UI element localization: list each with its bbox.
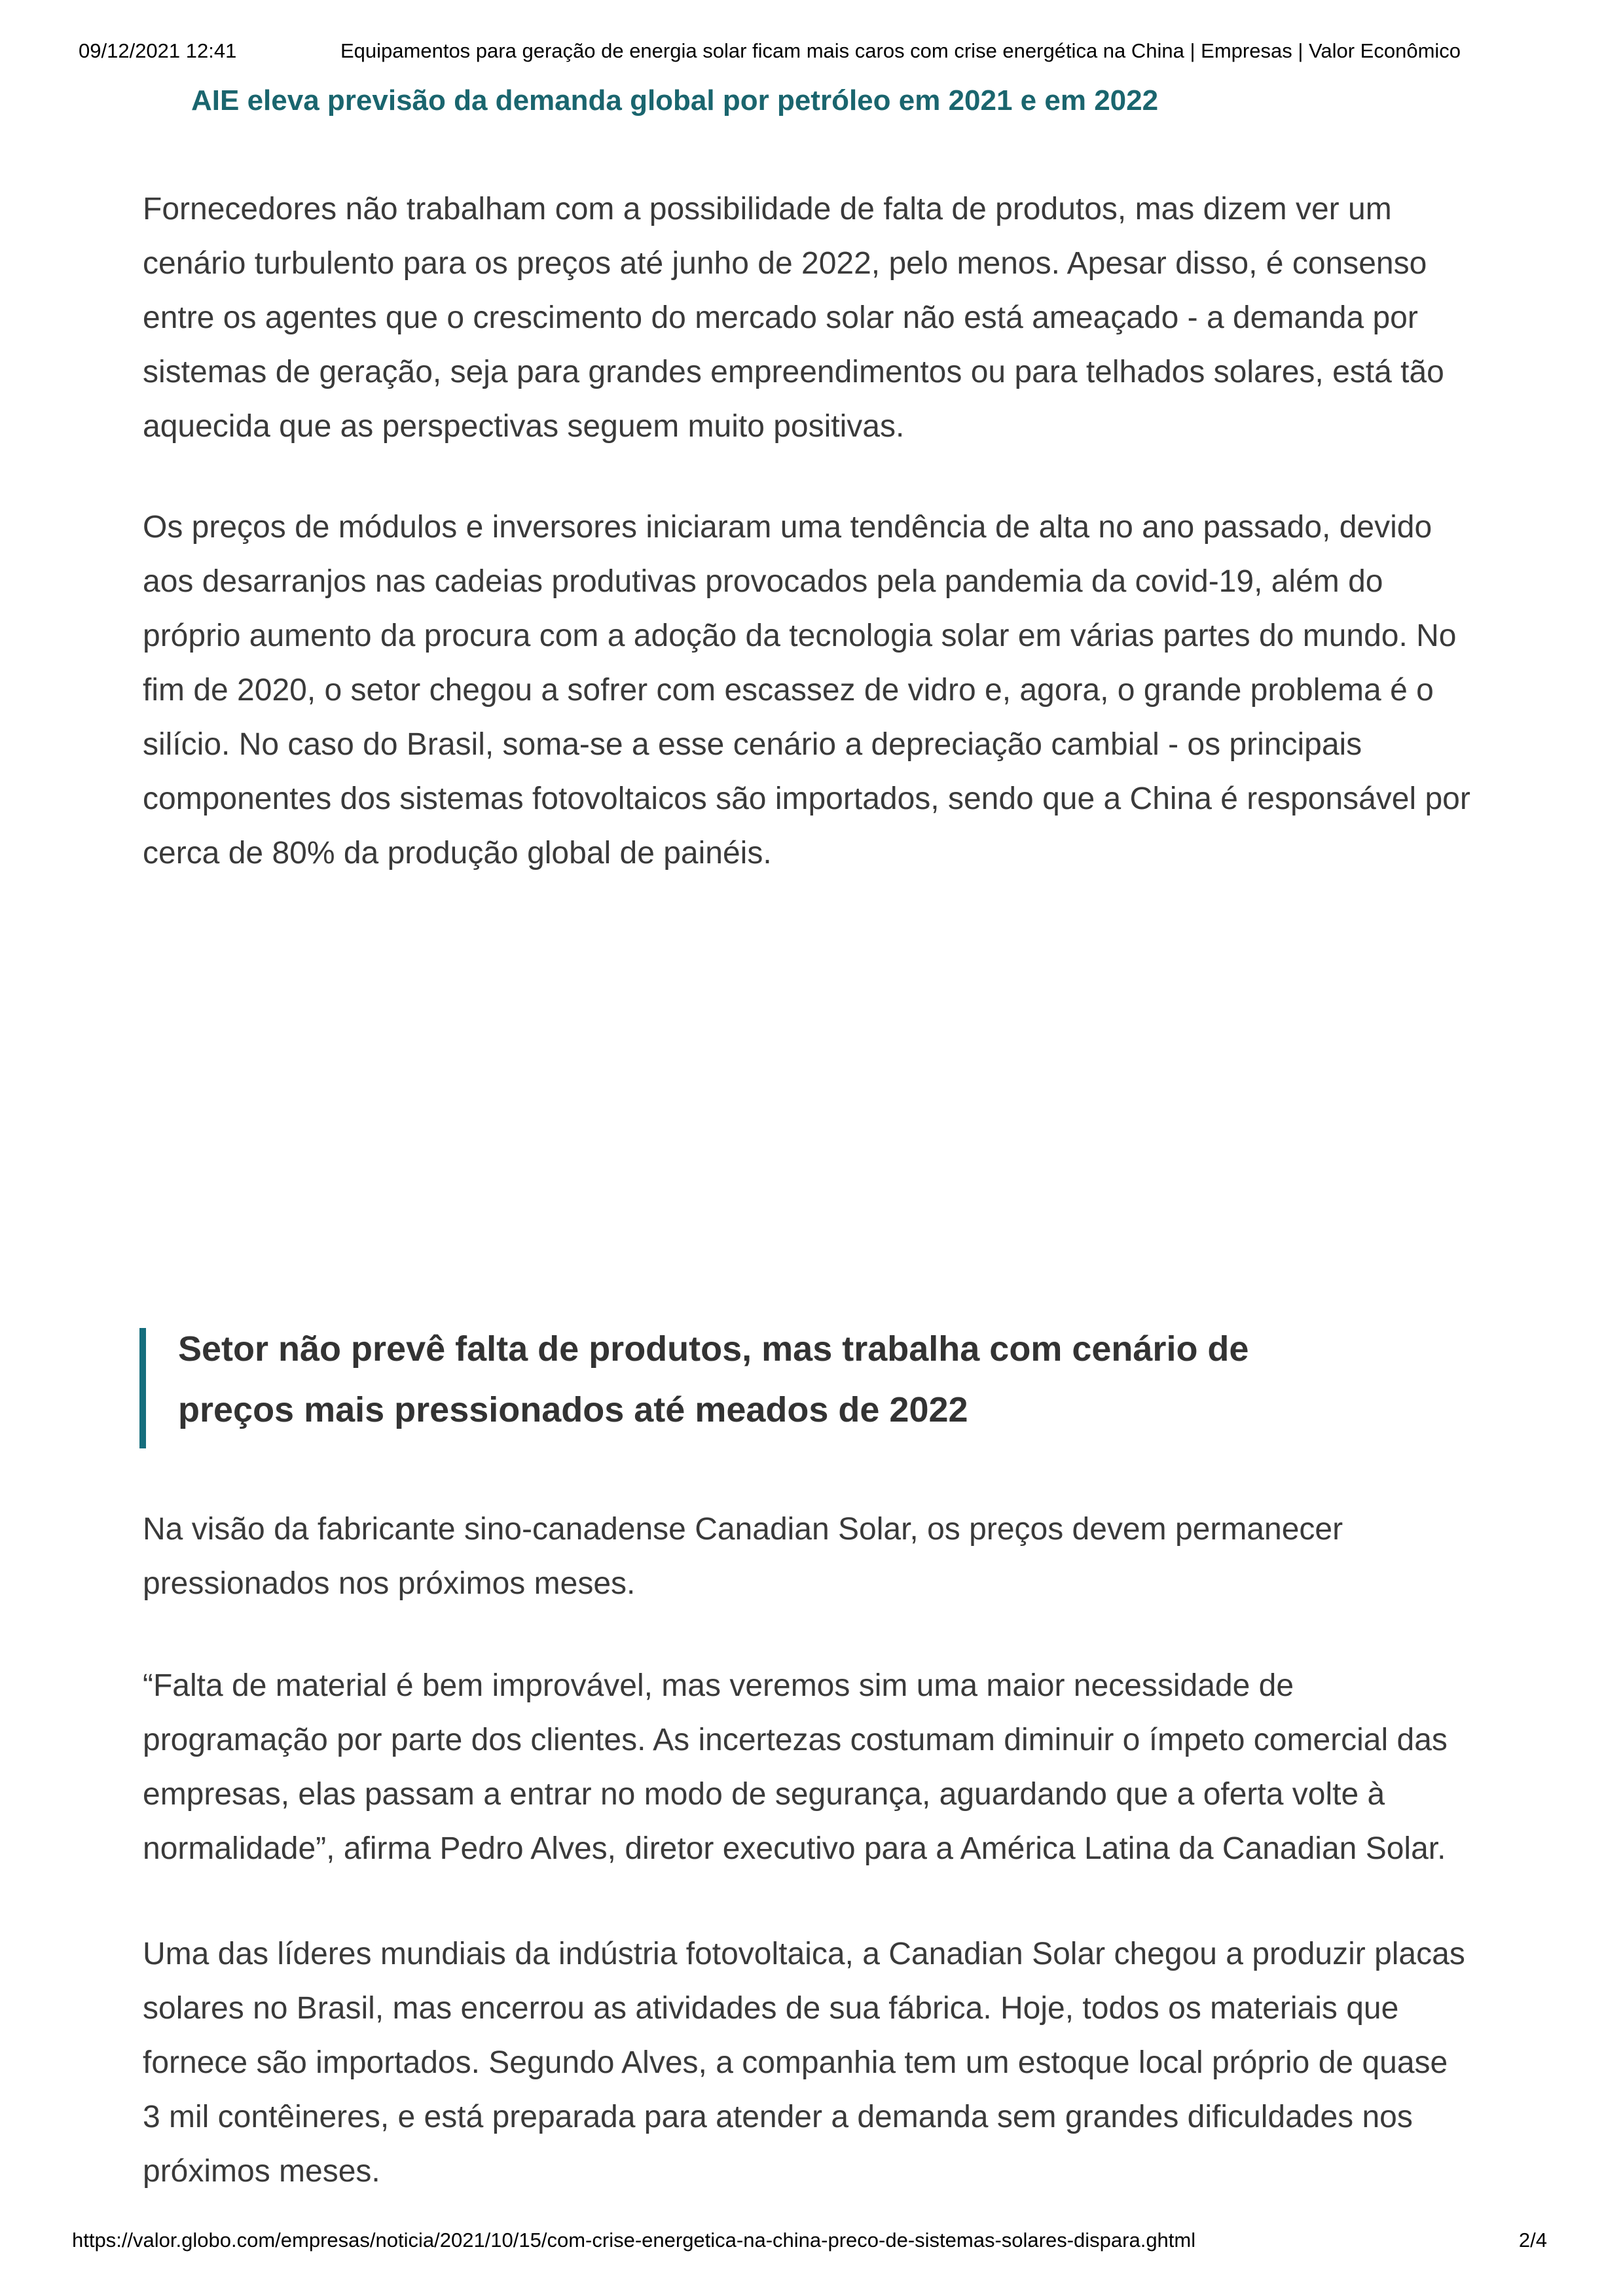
text-line: sistemas de geração, seja para grandes empreendimentos ou para telhados solares, está tão xyxy=(143,355,1444,389)
pull-quote xyxy=(139,1319,1249,1441)
text-line: solares no Brasil, mas encerrou as atividades de sua fábrica. Hoje, todos os materiais que xyxy=(143,1991,1399,2026)
article-paragraph xyxy=(143,1927,1465,2198)
text-line: aos desarranjos nas cadeias produtivas provocados pela pandemia da covid-19, além do xyxy=(143,564,1383,599)
text-line: Setor não prevê falta de produtos, mas trabalha com cenário de xyxy=(178,1329,1249,1369)
text-line: Os preços de módulos e inversores iniciaram uma tendência de alta no ano passado, devido xyxy=(143,510,1432,545)
text-line: fornece são importados. Segundo Alves, a companhia tem um estoque local próprio de quase xyxy=(143,2045,1448,2080)
print-header-date: 09/12/2021 12:41 xyxy=(79,39,237,62)
text-line: pressionados nos próximos meses. xyxy=(143,1566,636,1601)
text-line: Na visão da fabricante sino-canadense Canadian Solar, os preços devem permanecer xyxy=(143,1512,1343,1547)
text-line: próximos meses. xyxy=(143,2154,380,2189)
text-line: empresas, elas passam a entrar no modo de segurança, aguardando que a oferta volte à xyxy=(143,1777,1385,1812)
related-article-link[interactable]: AIE eleva previsão da demanda global por petróleo em 2021 e em 2022 xyxy=(191,84,1159,117)
print-footer-url: https://valor.globo.com/empresas/noticia/2021/10/15/com-crise-energetica-na-china-preco-de-sistemas-solares-dispara.ghtml xyxy=(72,2229,1196,2251)
text-line: cenário turbulento para os preços até junho de 2022, pelo menos. Apesar disso, é consenso xyxy=(143,246,1427,281)
article-paragraph xyxy=(143,500,1470,880)
text-line: cerca de 80% da produção global de painéis. xyxy=(143,836,772,870)
text-line: entre os agentes que o crescimento do mercado solar não está ameaçado - a demanda por xyxy=(143,300,1418,335)
text-line: próprio aumento da procura com a adoção da tecnologia solar em várias partes do mundo. No xyxy=(143,619,1457,653)
text-line: normalidade”, afirma Pedro Alves, diretor executivo para a América Latina da Canadian Solar. xyxy=(143,1831,1446,1866)
text-line: silício. No caso do Brasil, soma-se a esse cenário a depreciação cambial - os principais xyxy=(143,727,1362,762)
article-paragraph xyxy=(143,182,1444,454)
text-line: Fornecedores não trabalham com a possibilidade de falta de produtos, mas dizem ver um xyxy=(143,192,1392,226)
pull-quote-text xyxy=(178,1319,1249,1441)
text-line: aquecida que as perspectivas seguem muito positivas. xyxy=(143,409,905,444)
text-line: preços mais pressionados até meados de 2022 xyxy=(178,1390,968,1429)
article-paragraph xyxy=(143,1659,1448,1876)
text-line: 3 mil contêineres, e está preparada para atender a demanda sem grandes dificuldades nos xyxy=(143,2100,1413,2134)
text-line: fim de 2020, o setor chegou a sofrer com escassez de vidro e, agora, o grande problema é o xyxy=(143,673,1434,708)
text-line: programação por parte dos clientes. As incertezas costumam diminuir o ímpeto comercial das xyxy=(143,1723,1448,1757)
text-line: componentes dos sistemas fotovoltaicos são importados, sendo que a China é responsável por xyxy=(143,781,1470,816)
print-footer-page-number: 2/4 xyxy=(1518,2229,1547,2251)
text-line: Uma das líderes mundiais da indústria fotovoltaica, a Canadian Solar chegou a produzir placas xyxy=(143,1937,1465,1971)
text-line: “Falta de material é bem improvável, mas veremos sim uma maior necessidade de xyxy=(143,1668,1294,1703)
article-paragraph xyxy=(143,1502,1343,1611)
print-header-title: Equipamentos para geração de energia solar ficam mais caros com crise energética na China | Empresas | Valor Econômico xyxy=(340,39,1461,62)
quote-accent-bar xyxy=(139,1328,146,1448)
